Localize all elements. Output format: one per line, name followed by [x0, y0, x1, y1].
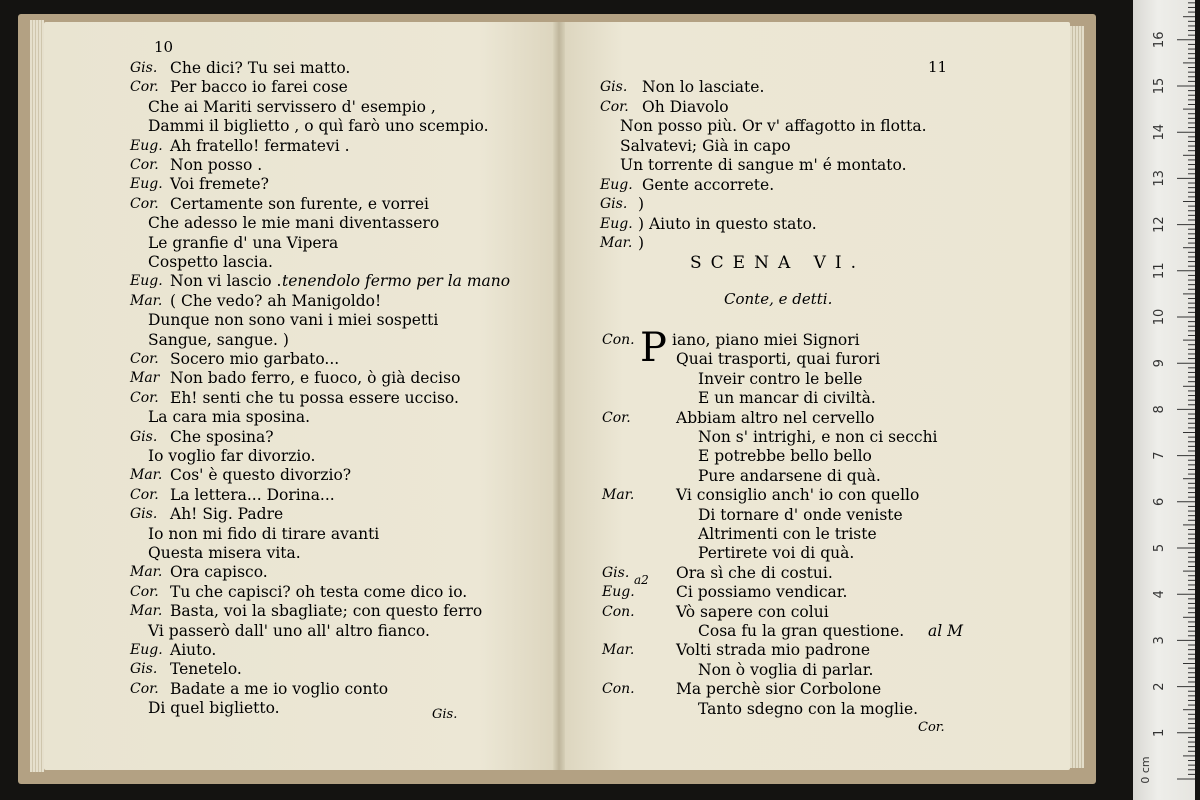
verse-line: Ora capisco. [170, 563, 268, 582]
verse-line: Certamente son furente, e vorrei [170, 194, 429, 213]
verse-line: Non s' intrighi, e non ci secchi [698, 428, 938, 446]
ruler-number: 11 [1152, 262, 1167, 280]
speaker-label: Mar. [600, 235, 633, 251]
speaker-label: Cor. [130, 486, 159, 503]
speaker-label: Gis. [602, 564, 630, 581]
page-edges-left [30, 20, 44, 772]
verse-line: iano, piano miei Signori [672, 331, 860, 349]
book-gutter [553, 22, 565, 770]
verse-line: Ci possiamo vendicar. [676, 583, 848, 602]
verse-line: Volti strada mio padrone [676, 641, 870, 660]
speaker-label: Con. [602, 603, 635, 620]
verse-line: Di quel biglietto. [148, 699, 280, 718]
verse-line: Inveir contro le belle [698, 369, 863, 388]
speaker-label: Mar. [130, 603, 163, 620]
verse-line: Io non mi fido di tirare avanti [148, 524, 380, 543]
verse-line: Questa misera vita. [148, 544, 301, 562]
verse-line: Vò sapere con colui [676, 602, 829, 621]
verse-line: E potrebbe bello bello [698, 447, 872, 466]
verse-line: Oh Diavolo [642, 97, 729, 116]
verse-line: Che adesso le mie mani diventassero [148, 214, 440, 233]
verse-line: ) [638, 234, 645, 252]
speaker-label: Cor. [130, 79, 159, 96]
speaker-label: Gis. [130, 506, 158, 523]
speaker-label: Cor. [130, 389, 159, 406]
verse-line: Che dici? Tu sei matto. [170, 59, 351, 77]
verse-line: Non ò voglia di parlar. [698, 660, 874, 679]
verse-line: Ma perchè sior Corbolone [676, 680, 882, 699]
drop-cap: P [640, 325, 667, 371]
speaker-label: Mar. [130, 564, 163, 581]
speaker-label: Mar. [602, 642, 635, 659]
page-edges-right [1070, 26, 1084, 768]
verse-line: Vi passerò dall' uno all' altro fianco. [148, 621, 430, 640]
ruler-number: 13 [1152, 170, 1167, 187]
verse-line: Non vi lascio . [170, 272, 282, 291]
speaker-label: Mar [130, 370, 160, 387]
verse-line: Le granfie d' una Vipera [148, 233, 339, 252]
verse-line: Dunque non sono vani i miei sospetti [148, 311, 439, 330]
ruler-number: 8 [1152, 405, 1167, 414]
verse-line: Tenetelo. [170, 660, 242, 679]
speaker-label: Mar. [130, 467, 163, 484]
speaker-label: Eug. [600, 215, 633, 232]
speaker-label: Cor. [602, 409, 631, 426]
verse-line: Socero mio garbato... [170, 350, 340, 368]
ruler-scale [1133, 0, 1195, 800]
verse-line: Che ai Mariti servissero d' esempio , [148, 97, 436, 116]
verse-line: Non bado ferro, e fuoco, ò già deciso [170, 369, 461, 388]
speaker-label: Eug. [130, 176, 163, 193]
verse-line: ( Che vedo? ah Manigoldo! [170, 291, 382, 310]
verse-line: Cos' è questo divorzio? [170, 466, 352, 485]
ruler-number: 2 [1152, 682, 1167, 691]
verse-line: Tu che capisci? oh testa come dico io. [170, 582, 468, 601]
verse-line: Basta, voi la sbagliate; con questo ferro [170, 602, 483, 621]
verse-line: Che sposina? [170, 427, 274, 446]
speaker-label: Cor. [130, 157, 159, 173]
verse-line: Quai trasporti, quai furori [676, 350, 881, 369]
verse-line: E un mancar di civiltà. [698, 389, 876, 408]
verse-line: Aiuto. [170, 641, 217, 659]
ruler-unit-label: 0 cm [1139, 756, 1152, 784]
verse-line: Ora sì che di costui. [676, 563, 833, 582]
ruler-number: 7 [1152, 451, 1167, 460]
verse-line: Per bacco io farei cose [170, 78, 348, 97]
ruler-number: 5 [1152, 543, 1167, 553]
verse-line: Dammi il biglietto , o quì farò uno scempio. [148, 117, 489, 136]
speaker-label: Con. [602, 332, 635, 348]
speaker-label: Eug. [130, 642, 163, 658]
verse-line: Cosa fu la gran questione. [698, 622, 905, 640]
speaker-label: Gis. [130, 661, 158, 678]
speaker-label: Gis. [600, 79, 628, 95]
speaker-label: Cor. [130, 680, 159, 697]
speaker-label: Eug. [130, 273, 163, 290]
speaker-label: Gis. [600, 196, 628, 212]
ruler-number: 10 [1152, 308, 1167, 326]
speaker-label: Eug. [130, 137, 163, 154]
page-number-right: 11 [928, 58, 948, 76]
verse-line: Cospetto lascia. [148, 253, 273, 271]
verse-line: Non lo lasciate. [642, 78, 765, 96]
verse-line: Altrimenti con le triste [698, 525, 877, 543]
verse-line: Voi fremete? [170, 175, 269, 194]
measuring-ruler [1133, 0, 1195, 800]
verse-line: Salvatevi; Già in capo [620, 136, 791, 155]
verse-line: Io voglio far divorzio. [148, 447, 316, 465]
verse-line: La cara mia sposina. [148, 408, 311, 427]
verse-line: Gente accorrete. [642, 175, 775, 194]
verse-line: ) [638, 195, 645, 213]
speaker-label: Cor. [130, 195, 159, 212]
page-number-left: 10 [154, 38, 174, 56]
catchword-right: Cor. [918, 720, 945, 735]
verse-line: Badate a me io voglio conto [170, 679, 389, 698]
speaker-label: Cor. [600, 98, 629, 115]
verse-line: Ah fratello! fermatevi . [170, 136, 350, 155]
verse-line: Di tornare d' onde veniste [698, 505, 903, 524]
verse-line: Vi consiglio anch' io con quello [676, 486, 920, 505]
ruler-number: 9 [1152, 359, 1167, 368]
speaker-label: Cor. [130, 351, 159, 367]
verse-line: Pure andarsene di quà. [698, 466, 881, 485]
speaker-label: Con. [602, 681, 635, 698]
verse-line: ) Aiuto in questo stato. [638, 214, 817, 233]
speaker-label: Eug. [600, 176, 633, 193]
ruler-number: 16 [1152, 31, 1167, 49]
ruler-number: 3 [1152, 636, 1167, 645]
verse-line: Ah! Sig. Padre [170, 505, 284, 524]
catchword-left: Gis. [432, 707, 458, 722]
verse-line: Tanto sdegno con la moglie. [698, 699, 919, 718]
ruler-number: 4 [1152, 590, 1167, 599]
ruler-number: 6 [1152, 497, 1167, 506]
ruler-number: 15 [1152, 77, 1167, 95]
verse-line: Non posso più. Or v' affagotto in flotta. [620, 117, 927, 135]
verse-line: Non posso . [170, 156, 263, 174]
a2-mark: a2 [634, 573, 649, 587]
speaker-label: Eug. [602, 584, 635, 601]
speaker-label: Gis. [130, 60, 158, 76]
speaker-label: Cor. [130, 583, 159, 600]
speaker-label: Gis. [130, 428, 158, 445]
ruler-number: 14 [1152, 123, 1167, 141]
speaker-label: Mar. [130, 292, 163, 309]
scene-characters: Conte, e detti. [724, 290, 833, 308]
speaker-label: Mar. [602, 487, 635, 504]
verse-line: Abbiam altro nel cervello [676, 408, 875, 427]
verse-line: Eh! senti che tu possa essere ucciso. [170, 388, 459, 407]
stage-direction: tenendolo fermo per la mano [282, 272, 511, 291]
ruler-number: 1 [1152, 728, 1167, 737]
scene-heading: SCENA VI. [690, 253, 866, 273]
stage-direction: al M [928, 622, 963, 640]
verse-line: La lettera... Dorina... [170, 485, 335, 504]
verse-line: Pertirete voi di quà. [698, 544, 855, 563]
verse-line: Un torrente di sangue m' é montato. [620, 156, 907, 174]
verse-line: Sangue, sangue. ) [148, 330, 289, 349]
ruler-number: 12 [1152, 216, 1167, 233]
